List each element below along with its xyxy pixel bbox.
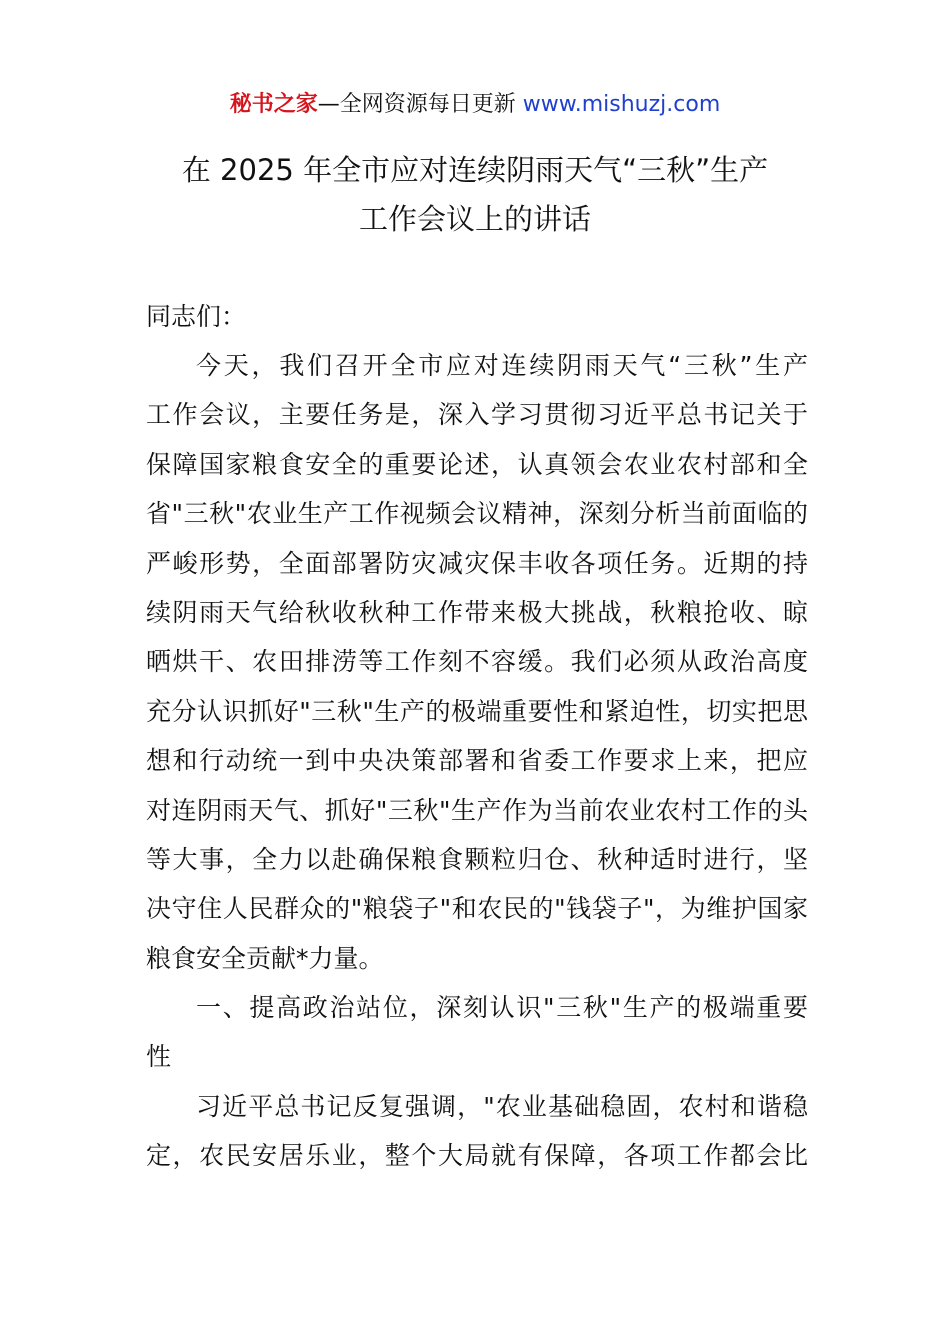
paragraph-2-line-2: 定，农民安居乐业，整个大局就有保障，各项工作都会比 [146,1141,808,1171]
paragraph-1-line-4: 省"三秋"农业生产工作视频会议精神，深刻分析当前面临的 [146,499,808,529]
title-line-1: 在 2025 年全市应对连续阴雨天气“三秋”生产 [181,153,769,187]
paragraph-1-line-13: 粮食安全贡献*力量。 [146,943,384,973]
site-url-link[interactable]: www.mishuzj.com [522,92,721,117]
paragraph-1-line-10: 对连阴雨天气、抓好"三秋"生产作为当前农业农村工作的头 [146,795,808,825]
document-body [146,346,808,1186]
site-header [0,88,950,122]
paragraph-1-line-12: 决守住人民群众的"粮袋子"和农民的"钱袋子"，为维护国家 [146,894,808,924]
paragraph-1-line-3: 保障国家粮食安全的重要论述，认真领会农业农村部和全 [146,449,808,479]
title-line-2: 工作会议上的讲话 [358,202,591,236]
document-title [120,146,830,244]
paragraph-1-line-9: 想和行动统一到中央决策部署和省委工作要求上来，把应 [146,746,808,776]
paragraph-1-line-11: 等大事，全力以赴确保粮食颗粒归仓、秋种适时进行，坚 [146,844,808,874]
paragraph-1-line-6: 续阴雨天气给秋收秋种工作带来极大挑战，秋粮抢收、晾 [146,597,808,627]
brand-name: 秘书之家 [229,92,318,117]
section-heading-1-line-1: 一、提高政治站位，深刻认识"三秋"生产的极端重要 [196,993,808,1023]
paragraph-1-line-2: 工作会议，主要任务是，深入学习贯彻习近平总书记关于 [146,400,808,430]
section-heading-1-line-2: 性 [146,1042,172,1072]
paragraph-1-line-5: 严峻形势，全面部署防灾减灾保丰收各项任务。近期的持 [146,548,808,578]
paragraph-1-line-1: 今天，我们召开全市应对连续阴雨天气“三秋”生产 [196,351,808,380]
paragraph-2-line-1: 习近平总书记反复强调，"农业基础稳固，农村和谐稳 [196,1091,808,1121]
site-tagline: —全网资源每日更新 [317,92,523,117]
salutation: 同志们： [146,302,247,331]
paragraph-1-line-7: 晒烘干、农田排涝等工作刻不容缓。我们必须从政治高度 [146,647,808,677]
paragraph-1-line-8: 充分认识抓好"三秋"生产的极端重要性和紧迫性，切实把思 [146,696,808,726]
